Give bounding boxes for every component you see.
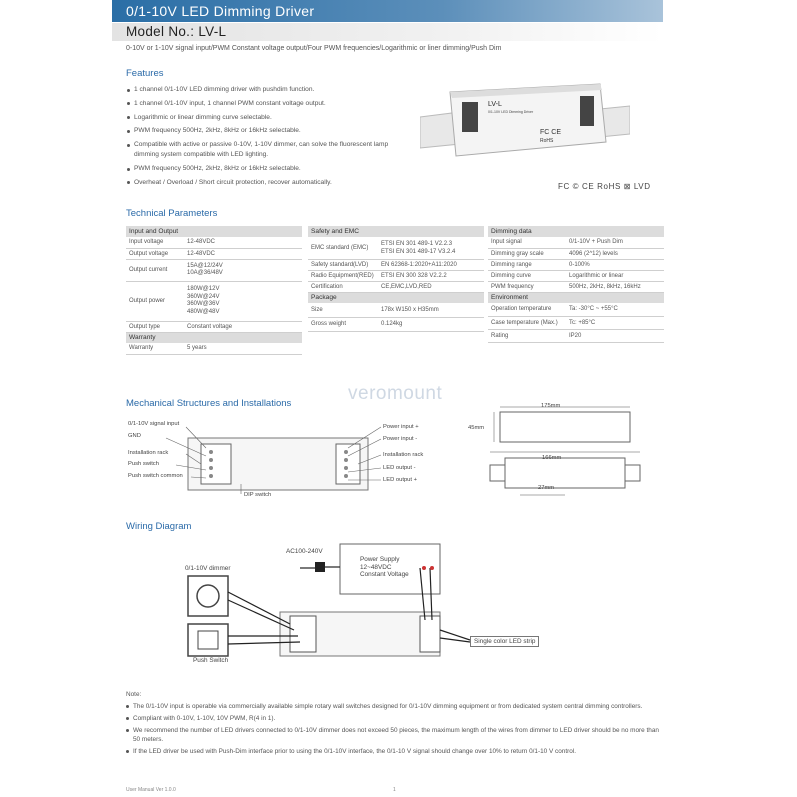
dimming-table (488, 226, 664, 343)
notes-heading: Note: (126, 691, 142, 698)
package-label: Gross weight (308, 317, 378, 331)
safety-label: Radio Equipment(RED) (308, 270, 378, 281)
feature-item: PWM frequency 500Hz, 2kHz, 8kHz or 16kHz selectable. (126, 164, 396, 174)
safety-value: CE,EMC,LVD,RED (378, 281, 484, 292)
warranty-title: Warranty (126, 332, 302, 343)
feature-item: 1 channel 0/1-10V LED dimming driver with pushdim function. (126, 85, 396, 95)
page-number: 1 (393, 787, 396, 793)
safety-label: Safety standard(LVD) (308, 259, 378, 270)
dim-45: 45mm (468, 425, 485, 431)
safety-title: Safety and EMC (308, 226, 484, 237)
safety-table (308, 226, 484, 332)
note-item: If the LED driver be used with Push-Dim interface prior to using the 0/1-10V interface, the 0/1-10 V signal should change over 10% to return 0/1-10 V control. (126, 747, 666, 756)
io-title: Input and Output (126, 226, 302, 237)
push-switch-label: Push Switch (193, 657, 229, 664)
dimming-title: Dimming data (488, 226, 664, 237)
psu-label: Power Supply 12~48VDC Constant Voltage (360, 556, 409, 578)
io-table (126, 226, 302, 355)
notes-section (126, 690, 666, 759)
safety-label: EMC standard (EMC) (308, 237, 378, 259)
feature-item: Overheat / Overload / Short circuit protection, recover automatically. (126, 178, 396, 188)
safety-value: ETSI EN 301 489-1 V2.2.3 ETSI EN 301 489-17 V3.2.4 (378, 237, 484, 259)
watermark: veromount (348, 383, 443, 404)
dimension-drawing (470, 400, 660, 500)
label-push-switch: Push switch (128, 461, 159, 467)
dim-166: 166mm (542, 455, 562, 461)
footer-version: User Manual Ver 1.0.0 (126, 787, 176, 793)
label-gnd: GND (128, 433, 141, 439)
io-label: Output type (126, 321, 184, 332)
document-title: 0/1-10V LED Dimming Driver (112, 0, 663, 22)
dimming-value: 0-100% (566, 259, 664, 270)
feature-item: Logarithmic or linear dimming curve selectable. (126, 113, 396, 123)
safety-value: EN 62368-1:2020+A11:2020 (378, 259, 484, 270)
package-label: Size (308, 303, 378, 317)
note-item: The 0/1-10V input is operable via commercially available simple rotary wall switches designed for 0/1-10V dimming equipment or from dedicated system central dimming controllers. (126, 702, 666, 711)
label-signal-input: 0/1-10V signal input (128, 421, 180, 427)
env-value: IP20 (566, 329, 664, 342)
io-value: 12-48VDC (184, 237, 302, 248)
safety-label: Certification (308, 281, 378, 292)
package-title: Package (308, 292, 484, 303)
env-title: Environment (488, 292, 664, 303)
dimming-label: PWM frequency (488, 281, 566, 292)
label-power-plus: Power input + (383, 424, 419, 430)
env-label: Operation temperature (488, 303, 566, 316)
features-list (126, 85, 396, 192)
package-value: 0.124kg (378, 317, 484, 331)
product-image (420, 82, 630, 162)
warranty-label: Warranty (126, 343, 184, 354)
dim-175: 175mm (541, 403, 561, 409)
dim-27: 27mm (538, 485, 555, 491)
dimming-value: 4096 (2^12) levels (566, 248, 664, 259)
note-item: Compliant with 0-10V, 1-10V, 10V PWM, R(4 in 1). (126, 714, 666, 723)
wiring-heading: Wiring Diagram (126, 521, 192, 532)
dimming-label: Dimming range (488, 259, 566, 270)
subtitle: 0-10V or 1-10V signal input/PWM Constant voltage output/Four PWM frequencies/Logarithmic or liner dimming/Push Dim (126, 45, 502, 52)
label-installation-rack-left: Installation rack (128, 450, 169, 456)
model-number: Model No.: LV-L (112, 23, 663, 41)
mechanical-diagram (126, 418, 386, 503)
label-power-minus: Power input - (383, 436, 418, 442)
dimming-label: Dimming curve (488, 270, 566, 281)
io-value: 15A@12/24V 10A@36/48V (184, 259, 302, 281)
label-push-common: Push switch common (128, 473, 183, 479)
label-led-minus: LED output - (383, 465, 416, 471)
dimming-value: 500Hz, 2kHz, 8kHz, 16kHz (566, 281, 664, 292)
certification-marks: FC © CE RoHS ⊠ LVD (558, 182, 651, 191)
dimming-label: Input signal (488, 237, 566, 248)
product-cert: FC CE (540, 129, 561, 136)
io-value: 12-48VDC (184, 248, 302, 259)
feature-item: 1 channel 0/1-10V input, 1 channel PWM constant voltage output. (126, 99, 396, 109)
io-value: 180W@12V 360W@24V 360W@36V 480W@48V (184, 281, 302, 321)
led-strip-label: Single color LED strip (470, 636, 539, 647)
note-item: We recommend the number of LED drivers connected to 0/1-10V dimmer does not exceed 50 pieces, the maximum length of the wires from dimmer to LED driver should be no more than 50 meters. (126, 726, 666, 744)
env-value: Ta: -30°C ~ +55°C (566, 303, 664, 316)
dimming-label: Dimming gray scale (488, 248, 566, 259)
product-brand: LV-L (488, 101, 502, 108)
io-label: Output power (126, 281, 184, 321)
dimming-value: Logarithmic or linear (566, 270, 664, 281)
label-led-plus: LED output + (383, 477, 418, 483)
mech-heading: Mechanical Structures and Installations (126, 398, 292, 409)
dimmer-label: 0/1-10V dimmer (185, 565, 231, 572)
features-heading: Features (126, 68, 164, 79)
product-label: 0/1-10V LED Dimming Driver (488, 110, 534, 114)
env-label: Case temperature (Max.) (488, 316, 566, 329)
tech-heading: Technical Parameters (126, 208, 218, 219)
warranty-value: 5 years (184, 343, 302, 354)
package-value: 178x W150 x H35mm (378, 303, 484, 317)
safety-value: ETSI EN 300 328 V2.2.2 (378, 270, 484, 281)
feature-item: Compatible with active or passive 0-10V, 1-10V dimmer, can solve the fluorescent lamp dimming system compatible with LED lighting. (126, 140, 396, 160)
io-label: Output current (126, 259, 184, 281)
env-value: Tc: +85°C (566, 316, 664, 329)
product-rohs: RoHS (540, 138, 554, 144)
feature-item: PWM frequency 500Hz, 2kHz, 8kHz or 16kHz selectable. (126, 126, 396, 136)
env-label: Rating (488, 329, 566, 342)
ac-input-label: AC100-240V (286, 548, 323, 555)
io-label: Input voltage (126, 237, 184, 248)
dimming-value: 0/1-10V + Push Dim (566, 237, 664, 248)
io-value: Constant voltage (184, 321, 302, 332)
label-dip-switch: DIP switch (244, 492, 272, 498)
io-label: Output voltage (126, 248, 184, 259)
label-installation-rack-right: Installation rack (383, 452, 424, 458)
